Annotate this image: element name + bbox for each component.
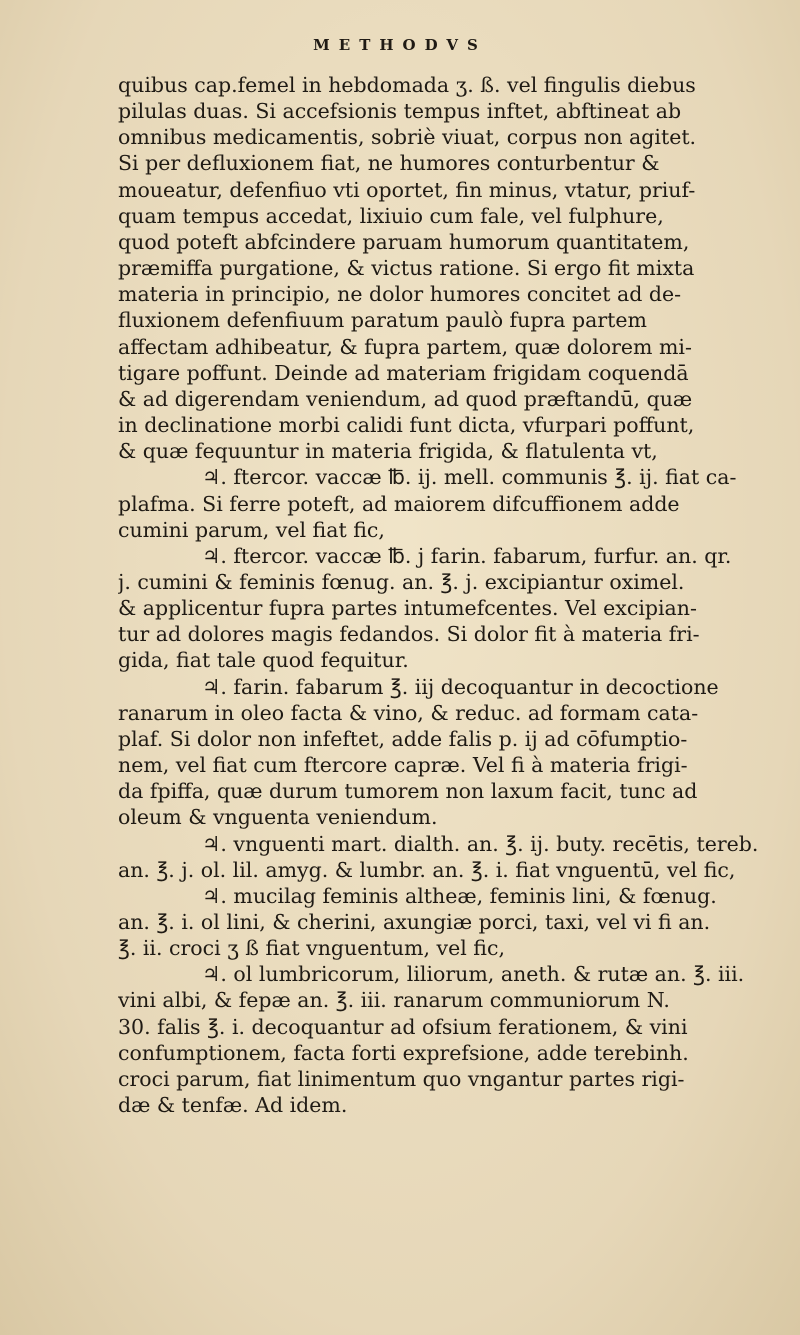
text-line: plaf. Si dolor non infeftet, adde falis p. ij ad cōfumptio- — [118, 726, 688, 751]
text-line: nem, vel fiat cum ftercore capræ. Vel fi à materia frigi- — [118, 753, 688, 778]
text-line: Si per defluxionem fiat, ne humores conturbentur & — [118, 151, 660, 176]
text-line: dæ & tenfæ. Ad idem. — [118, 1093, 348, 1118]
text-line: ♃. mucilag feminis altheæ, feminis lini, & fœnug. — [202, 883, 717, 908]
text-line: an. ℥. j. ol. lil. amyg. & lumbr. an. ℥. i. fiat vnguentū, vel fic, — [118, 857, 736, 882]
text-line: ♃. farin. fabarum ℥. iij decoquantur in decoctione — [202, 674, 719, 699]
text-line: ♃. vnguenti mart. dialth. an. ℥. ij. buty. recētis, tereb. — [202, 831, 759, 856]
text-line: confumptionem, facta forti exprefsione, adde terebinh. — [118, 1040, 689, 1065]
text-line: ranarum in oleo facta & vino, & reduc. ad formam cata- — [118, 700, 699, 725]
text-line: quod poteft abfcindere paruam humorum quantitatem, — [118, 229, 690, 254]
text-line: moueatur, defenfiuo vti oportet, fin minus, vtatur, priuf- — [118, 177, 696, 202]
running-header: METHODVS — [313, 36, 487, 54]
text-line: quibus cap.femel in hebdomada ʒ. ß. vel fingulis diebus — [118, 73, 696, 97]
text-line: gida, fiat tale quod fequitur. — [118, 648, 409, 673]
text-line: & ad digerendam veniendum, ad quod præftandū, quæ — [118, 386, 693, 411]
text-line: tur ad dolores magis fedandos. Si dolor fit à materia fri- — [118, 622, 700, 647]
text-line: an. ℥. i. ol lini, & cherini, axungiæ porci, taxi, vel vi fi an. — [118, 910, 711, 934]
text-line: & quæ fequuntur in materia frigida, & flatulenta vt, — [118, 439, 658, 464]
text-line: & applicentur fupra partes intumefcentes. Vel excipian- — [118, 596, 697, 621]
text-line: 30. falis ℥. i. decoquantur ad ofsium ferationem, & vini — [118, 1014, 688, 1039]
text-line: oleum & vnguenta veniendum. — [118, 805, 438, 830]
text-line: quam tempus accedat, lixiuio cum fale, vel fulphure, — [118, 203, 664, 228]
text-line: j. cumini & feminis fœnug. an. ℥. j. excipiantur oximel. — [118, 569, 685, 594]
text-line: præmiffa purgatione, & victus ratione. Si ergo fit mixta — [118, 256, 695, 281]
text-line: ℥. ii. croci ʒ ß fiat vnguentum, vel fic, — [118, 936, 505, 961]
text-line: fluxionem defenfiuum paratum paulò fupra partem — [118, 308, 647, 333]
text-line: ♃. ftercor. vaccæ ℔. j farin. fabarum, furfur. an. qr. — [202, 543, 732, 568]
text-line: ♃. ol lumbricorum, liliorum, aneth. & rutæ an. ℥. iii. — [202, 962, 745, 987]
text-line: affectam adhibeatur, & fupra partem, quæ dolorem mi- — [118, 334, 692, 359]
text-line: plafma. Si ferre poteft, ad maiorem difcuffionem adde — [118, 491, 680, 516]
text-line: materia in principio, ne dolor humores concitet ad de- — [118, 282, 682, 307]
text-line: cumini parum, vel fiat fic, — [118, 517, 385, 542]
text-line: tigare poffunt. Deinde ad materiam frigidam coquendā — [118, 360, 689, 385]
text-line: ♃. ftercor. vaccæ ℔. ij. mell. communis ℥. ij. fiat ca- — [202, 465, 737, 490]
text-line: croci parum, fiat linimentum quo vngantur partes rigi- — [118, 1066, 685, 1091]
text-line: vini albi, & fepæ an. ℥. iii. ranarum communiorum N. — [118, 988, 670, 1013]
text-line: pilulas duas. Si accefsionis tempus inftet, abftineat ab — [118, 99, 682, 124]
text-line: omnibus medicamentis, sobriè viuat, corpus non agitet. — [118, 125, 697, 150]
text-line: da fpiffa, quæ durum tumorem non laxum facit, tunc ad — [118, 779, 698, 804]
text-line: in declinatione morbi calidi funt dicta, vfurpari poffunt, — [118, 413, 695, 438]
body-text — [118, 72, 790, 1118]
